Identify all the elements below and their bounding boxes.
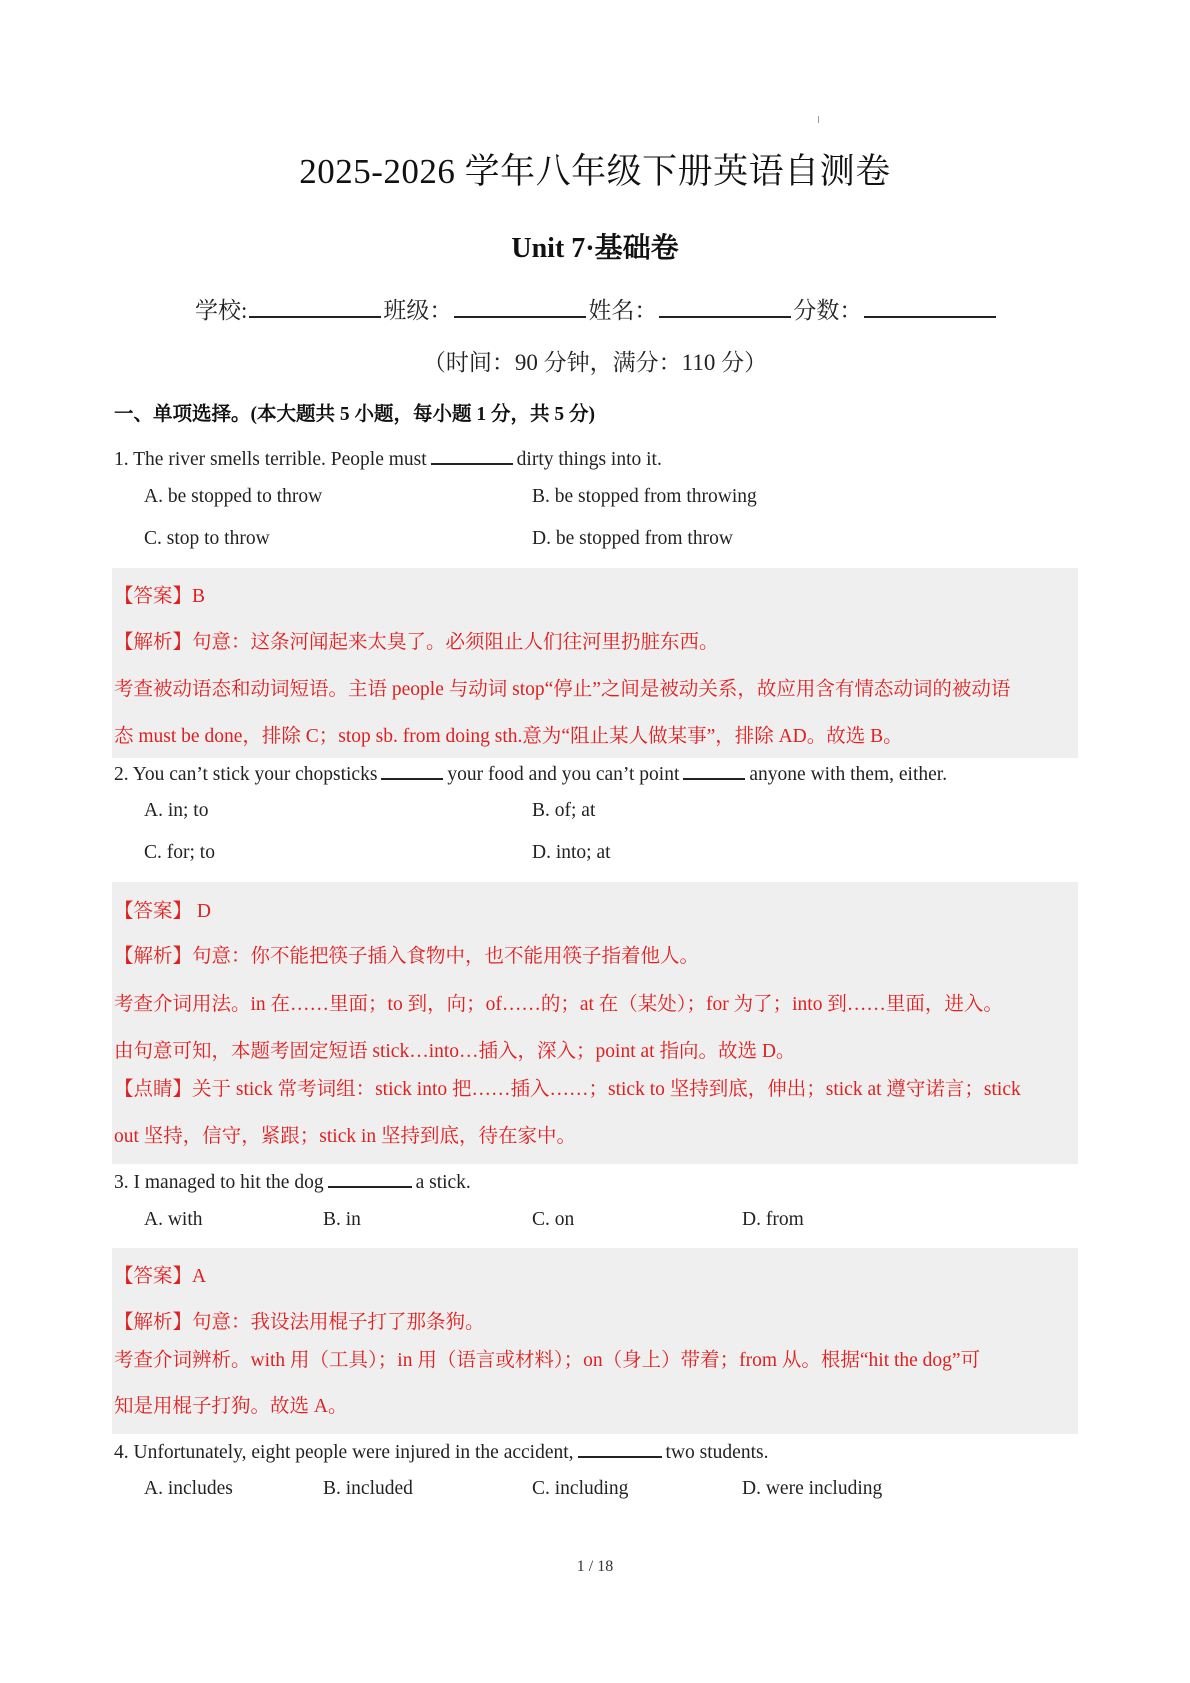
page-number: 1 / 18 [576,1558,614,1575]
question-1 [114,445,662,471]
question-2 [114,760,947,786]
student-info-line [195,292,998,325]
exam-subtitle: Unit 7·基础卷 [511,233,679,264]
answer-line: 考查介词辨析。with 用（工具）；in 用（语言或材料）；on（身上）带着；from 从。根据“hit the dog”可 [114,1350,981,1371]
option-b: B. included [323,1478,413,1499]
answer-blank [683,760,745,780]
answer-line: 态 must be done，排除 C；stop sb. from doing sth.意为“阻止某人做某事”，排除 AD。故选 B。 [114,726,903,747]
answer-line: 【答案】 D [114,901,211,922]
answer-blank [381,760,443,780]
answer-line: 【解析】句意：你不能把筷子插入食物中，也不能用筷子指着他人。 [114,946,700,967]
answer-line: 【点睛】关于 stick 常考词组：stick into 把……插入……；stick to 坚持到底，伸出；stick at 遵守诺言；stick [114,1079,1021,1100]
option-b: B. in [323,1209,361,1230]
question-3 [114,1168,471,1194]
name-label: 姓名： [588,298,658,323]
answer-blank [431,445,513,465]
option-a: A. includes [144,1478,233,1499]
option-d: D. were including [742,1478,883,1499]
exam-title: 2025-2026 学年八年级下册英语自测卷 [299,152,891,191]
school-blank [249,294,381,318]
option-c: C. including [532,1478,629,1499]
answer-line: 知是用棍子打狗。故选 A。 [114,1396,348,1417]
answer-line: 考查被动语态和动词短语。主语 people 与动词 stop“停止”之间是被动关系，故应用含有情态动词的被动语 [114,679,1011,700]
class-blank [454,294,586,318]
option-b: B. be stopped from throwing [532,486,757,507]
question-1-pre: 1. The river smells terrible. People must [114,449,427,470]
name-blank [659,294,791,318]
question-2-pre: 2. You can’t stick your chopsticks [114,764,378,785]
question-4-pre: 4. Unfortunately, eight people were injured in the accident, [114,1442,574,1463]
question-2-post: anyone with them, either. [749,764,948,785]
option-c: C. stop to throw [144,528,270,549]
answer-blank [578,1438,662,1458]
answer-box-1 [112,568,1078,758]
answer-box-3 [112,1248,1078,1434]
answer-line: out 坚持，信守，紧跟；stick in 坚持到底，待在家中。 [114,1126,577,1147]
option-b: B. of; at [532,800,596,821]
answer-line: 考查介词用法。in 在……里面；to 到，向；of……的；at 在（某处）；for 为了；into 到……里面，进入。 [114,994,1003,1015]
exam-time: （时间：90 分钟，满分：110 分） [422,350,768,375]
question-3-pre: 3. I managed to hit the dog [114,1172,324,1193]
answer-blank [328,1168,412,1188]
score-blank [864,294,996,318]
option-d: D. from [742,1209,804,1230]
answer-line: 【解析】句意：我设法用棍子打了那条狗。 [114,1312,485,1333]
option-a: A. with [144,1209,203,1230]
option-d: D. be stopped from throw [532,528,733,549]
option-a: A. in; to [144,800,209,821]
school-label: 学校: [195,298,248,323]
answer-line: 由句意可知，本题考固定短语 stick…into…插入，深入；point at 指向。故选 D。 [114,1041,796,1062]
answer-box-2 [112,882,1078,1164]
option-a: A. be stopped to throw [144,486,323,507]
question-3-post: a stick. [415,1172,471,1193]
option-d: D. into; at [532,842,611,863]
option-c: C. on [532,1209,575,1230]
class-label: 班级： [383,298,453,323]
answer-line: 【解析】句意：这条河闻起来太臭了。必须阻止人们往河里扔脏东西。 [114,632,719,653]
option-c: C. for; to [144,842,215,863]
question-1-post: dirty things into it. [516,449,662,470]
score-label: 分数： [793,298,863,323]
question-4-post: two students. [665,1442,769,1463]
answer-line: 【答案】A [114,1266,207,1287]
page-mark [818,116,819,123]
question-2-mid: your food and you can’t point [447,764,680,785]
question-4 [114,1438,768,1464]
answer-line: 【答案】B [114,586,206,607]
section-heading: 一、单项选择。(本大题共 5 小题，每小题 1 分，共 5 分) [114,404,595,425]
